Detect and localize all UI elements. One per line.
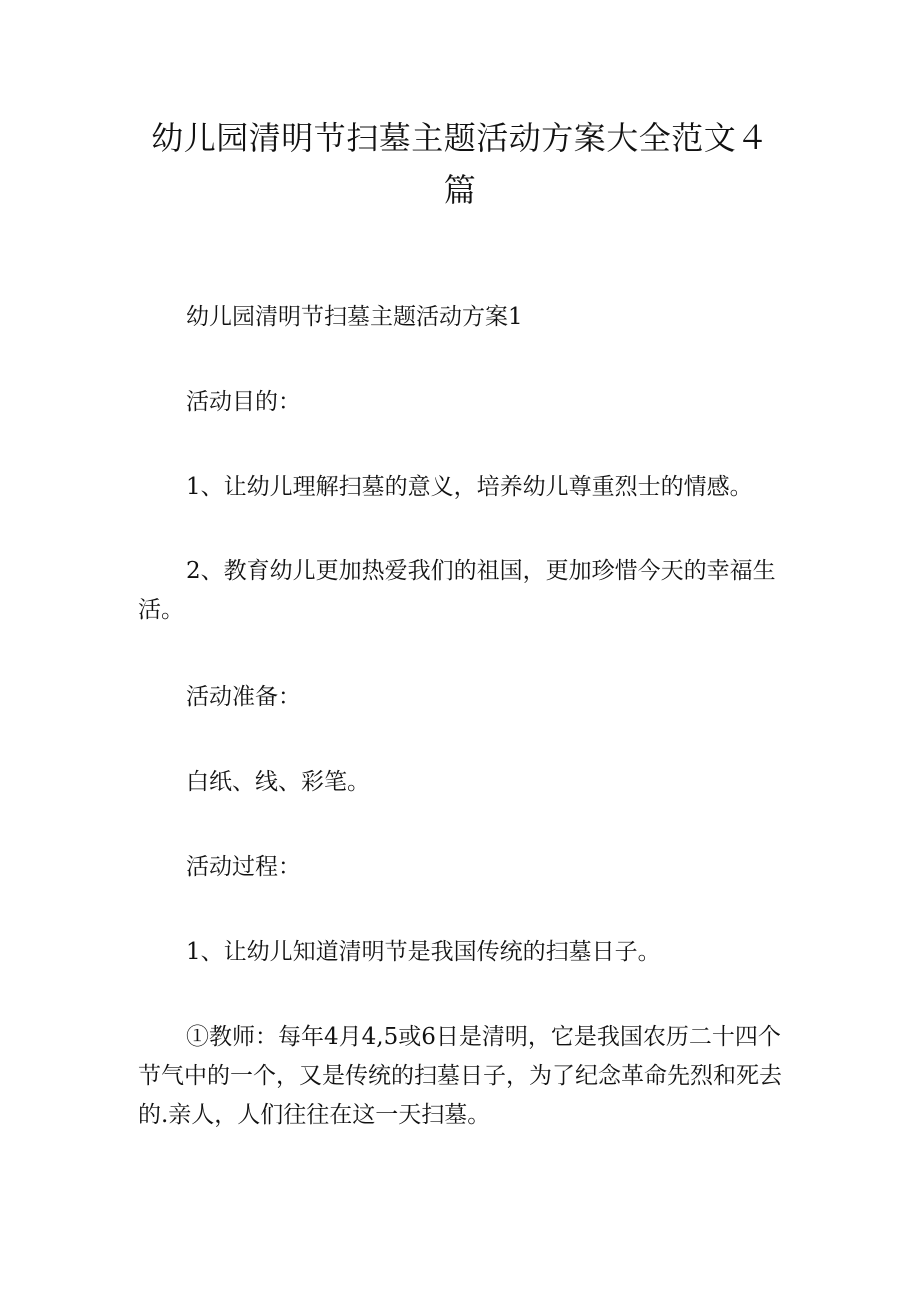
- document-title: 幼儿园清明节扫墓主题活动方案大全范文４篇: [151, 119, 769, 209]
- paragraph-activity-goals-label: 活动目的：: [186, 389, 301, 415]
- paragraph-process-label: 活动过程：: [186, 854, 301, 880]
- paragraph-teacher-explanation: ①教师：每年4月4,5或6日是清明，它是我国农历二十四个节气中的一个，又是传统的扫墓日子，为了纪念革命先烈和死去的.亲人，人们往往在这一天扫墓。: [138, 1024, 782, 1128]
- section-heading: 幼儿园清明节扫墓主题活动方案1: [186, 304, 523, 330]
- paragraph-materials: 白纸、线、彩笔。: [186, 769, 370, 795]
- paragraph-goal-2: 2、教育幼儿更加热爱我们的祖国，更加珍惜今天的幸福生活。: [138, 558, 776, 623]
- paragraph-goal-1: 1、让幼儿理解扫墓的意义，培养幼儿尊重烈士的情感。: [186, 474, 753, 500]
- paragraph-step-1: 1、让幼儿知道清明节是我国传统的扫墓日子。: [186, 939, 661, 965]
- paragraph-preparation-label: 活动准备：: [186, 684, 301, 710]
